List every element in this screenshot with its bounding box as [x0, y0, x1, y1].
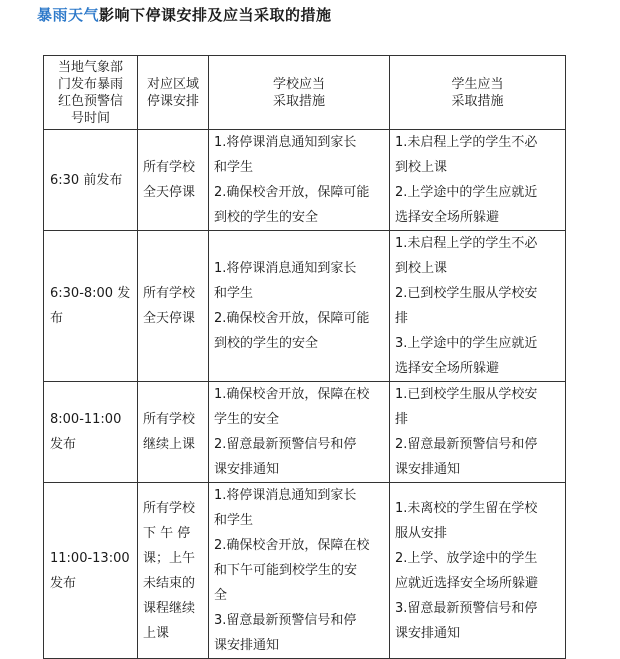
header-student-measures: 学生应当 采取措施 [390, 56, 566, 130]
header-arrangement: 对应区域 停课安排 [138, 56, 209, 130]
warning-time-cell: 6:30-8:00 发 布 [44, 231, 138, 382]
suspension-table [43, 55, 566, 659]
warning-time-cell: 8:00-11:00 发布 [44, 382, 138, 483]
warning-time-cell: 11:00-13:00 发布 [44, 483, 138, 659]
header-school-measures: 学校应当 采取措施 [209, 56, 390, 130]
warning-time-cell: 6:30 前发布 [44, 130, 138, 231]
student-measures-cell: 1.已到校学生服从学校安 排 2.留意最新预警信号和停 课安排通知 [390, 382, 566, 483]
table-row [44, 483, 566, 659]
arrangement-cell: 所有学校 全天停课 [138, 231, 209, 382]
table-row [44, 382, 566, 483]
student-measures-cell: 1.未启程上学的学生不必 到校上课 2.上学途中的学生应就近 选择安全场所躲避 [390, 130, 566, 231]
student-measures-cell: 1.未启程上学的学生不必 到校上课 2.已到校学生服从学校安 排 3.上学途中的学生应就近 选择安全场所躲避 [390, 231, 566, 382]
table-row [44, 231, 566, 382]
title-highlight: 暴雨天气 [37, 6, 100, 24]
table-header-row [44, 56, 566, 130]
arrangement-cell: 所有学校 全天停课 [138, 130, 209, 231]
arrangement-cell: 所有学校 继续上课 [138, 382, 209, 483]
table-row [44, 130, 566, 231]
title-rest: 影响下停课安排及应当采取的措施 [99, 6, 332, 24]
student-measures-cell: 1.未离校的学生留在学校 服从安排 2.上学、放学途中的学生 应就近选择安全场所躲避 3.留意最新预警信号和停 课安排通知 [390, 483, 566, 659]
school-measures-cell: 1.将停课消息通知到家长 和学生 2.确保校舍开放，保障可能 到校的学生的安全 [209, 130, 390, 231]
school-measures-cell: 1.将停课消息通知到家长 和学生 2.确保校舍开放，保障可能 到校的学生的安全 [209, 231, 390, 382]
arrangement-cell: 所有学校 下 午 停 课；上午 未结束的 课程继续 上课 [138, 483, 209, 659]
header-warning-time: 当地气象部 门发布暴雨 红色预警信 号时间 [44, 56, 138, 130]
school-measures-cell: 1.确保校舍开放，保障在校 学生的安全 2.留意最新预警信号和停 课安排通知 [209, 382, 390, 483]
school-measures-cell: 1.将停课消息通知到家长 和学生 2.确保校舍开放，保障在校 和下午可能到校学生的安 全 3.留意最新预警信号和停 课安排通知 [209, 483, 390, 659]
page-title [37, 4, 332, 25]
